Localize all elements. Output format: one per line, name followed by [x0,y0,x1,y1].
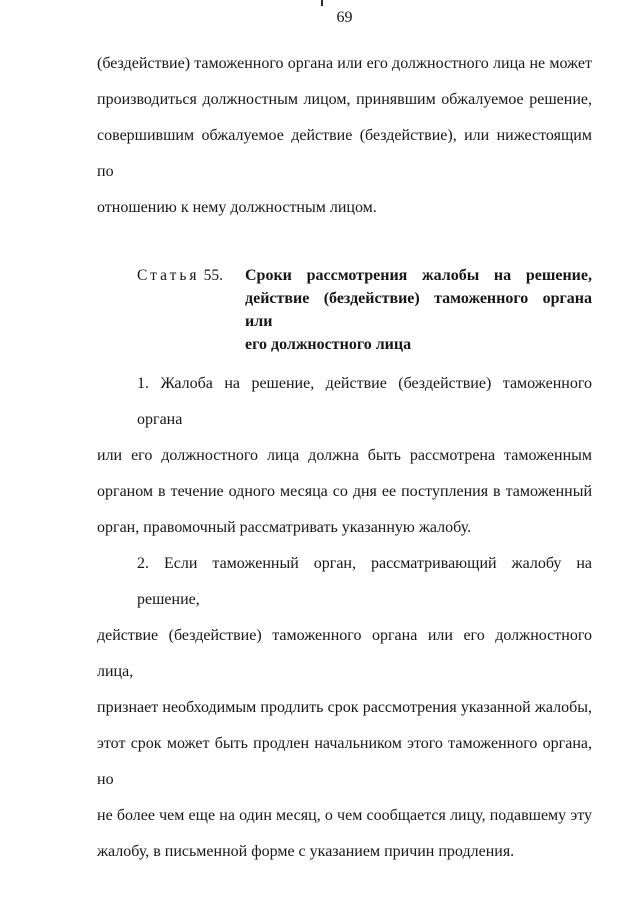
article-label-number: 55. [203,267,223,284]
page-content [97,0,592,870]
text-line: этот срок может быть продлен начальником этого таможенного органа, но [97,735,592,788]
text-line: или его должностного лица должна быть рассмотрена таможенным [97,447,592,464]
text-line: отношению к нему должностным лицом. [97,199,377,216]
article-title-line: его должностного лица [245,336,412,353]
text-line: 2. Если таможенный орган, рассматривающий жалобу на решение, [137,555,592,608]
paragraph-1 [97,366,592,546]
page-number: 69 [336,9,353,26]
paragraph-2 [97,546,592,870]
text-line: не более чем еще на один месяц, о чем сообщается лицу, подавшему эту [97,807,592,824]
text-line: 1. Жалоба на решение, действие (бездействие) таможенного органа [137,375,592,428]
paragraph-continuation [97,46,592,226]
text-line: (бездействие) таможенного органа или его должностного лица не может [97,55,592,72]
text-line: производиться должностным лицом, принявшим обжалуемое решение, [97,91,592,108]
article-label-word: Статья [137,267,200,284]
text-line: орган, правомочный рассматривать указанную жалобу. [97,519,472,536]
article-heading [97,264,592,356]
article-title-line: действие (бездействие) таможенного органа или [245,290,592,330]
text-line: органом в течение одного месяца со дня ее поступления в таможенный [97,483,592,500]
article-label [97,264,245,287]
text-line: совершившим обжалуемое действие (бездействие), или нижестоящим по [97,127,592,180]
article-title [245,264,592,356]
text-line: действие (бездействие) таможенного органа или его должностного лица, [97,627,592,680]
article-title-line: Сроки рассмотрения жалобы на решение, [245,267,592,284]
text-line: признает необходимым продлить срок рассмотрения указанной жалобы, [97,699,592,716]
text-line: жалобу, в письменной форме с указанием причин продления. [97,843,515,860]
